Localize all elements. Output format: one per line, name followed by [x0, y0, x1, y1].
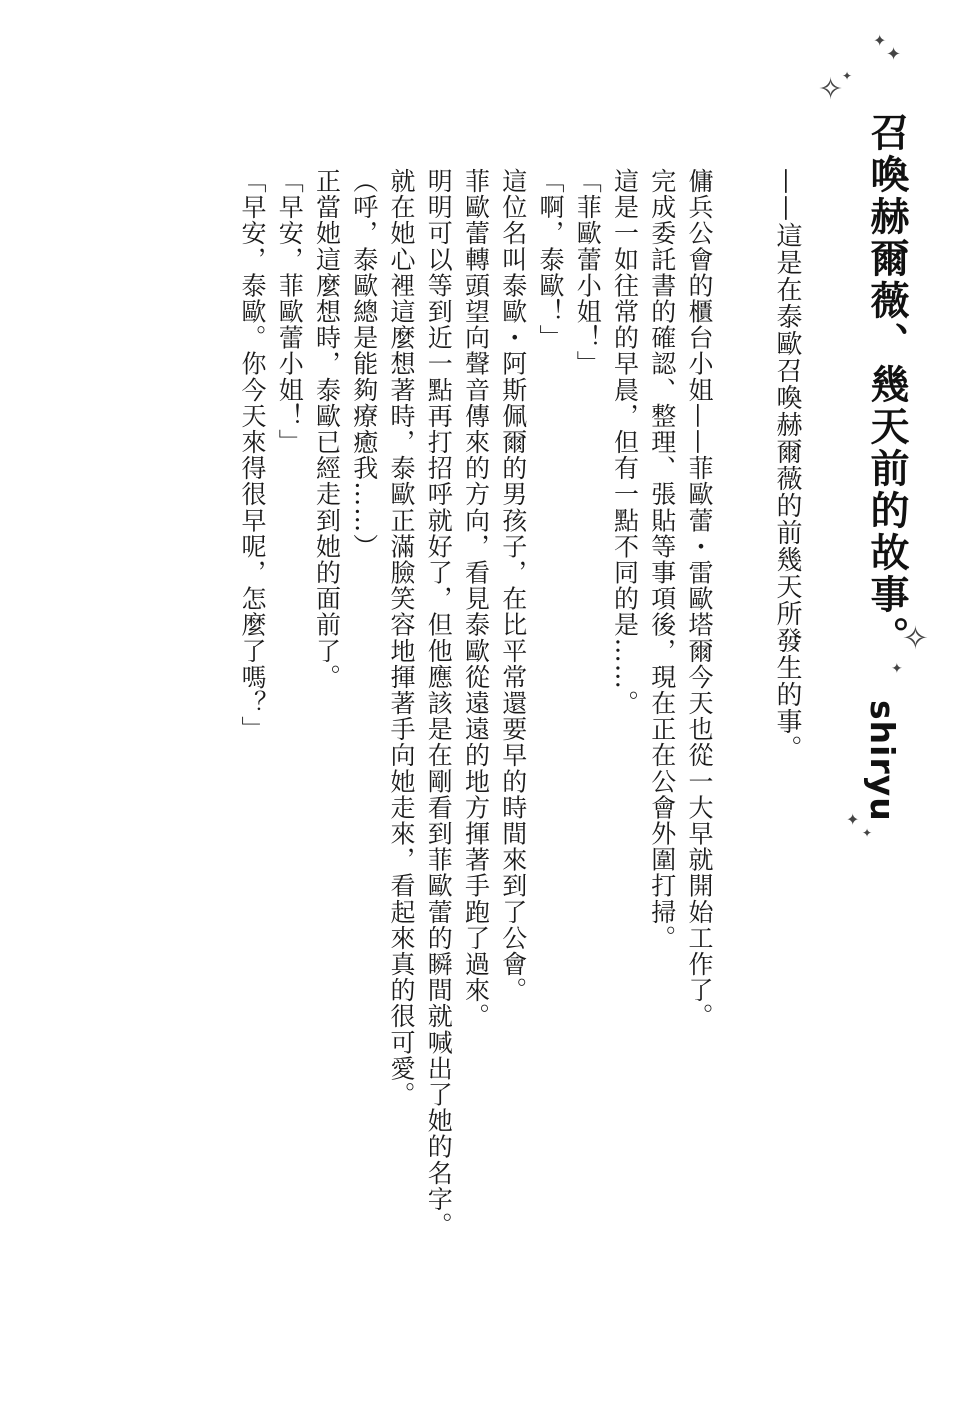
story-subtitle: ——這是在泰歐召喚赫爾薇的前幾天所發生的事。 [772, 168, 802, 762]
paragraph: 「早安，菲歐蕾小姐！」 [275, 168, 305, 456]
paragraph: （呼，泰歐總是能夠療癒我……） [349, 168, 379, 560]
paragraph: 傭兵公會的櫃台小姐——菲歐蕾・雷歐塔爾今天也從一大早就開始工作了。 [685, 168, 714, 1030]
paragraph: 菲歐蕾轉頭望向聲音傳來的方向，看見泰歐從遠遠的地方揮著手跑了過來。 [461, 168, 491, 1030]
paragraph: 「啊，泰歐！」 [536, 168, 565, 351]
paragraph: 「早安，泰歐。你今天來得很早呢，怎麼了嗎？」 [238, 168, 267, 743]
paragraph: 正當她這麼想時，泰歐已經走到她的面前了。 [312, 168, 342, 690]
story-title: 召喚赫爾薇、幾天前的故事。 [864, 112, 909, 658]
sparkle-icon: ✦ [873, 31, 887, 50]
paragraph: 就在她心裡這麼想著時，泰歐正滿臉笑容地揮著手向她走來，看起來真的很可愛。 [387, 168, 416, 1108]
sparkle-icon: ✦ [846, 810, 860, 829]
sparkle-icon: ✦ [886, 44, 902, 65]
paragraph: 完成委託書的確認、整理、張貼等事項後，現在正在公會外圍打掃。 [647, 168, 677, 951]
story-body [122, 168, 718, 1293]
paragraph: 明明可以等到近一點再打招呼就好了，但他應該是在剛看到菲歐蕾的瞬間就喊出了她的名字。 [424, 168, 454, 1239]
sparkle-icon: ✧ [818, 72, 844, 107]
author-name: shiryu [863, 700, 902, 822]
paragraph: 「菲歐蕾小姐！」 [573, 168, 603, 377]
paragraph: 這是一如往常的早晨，但有一點不同的是……。 [610, 168, 640, 717]
paragraph: 這位名叫泰歐・阿斯佩爾的男孩子，在比平常還要早的時間來到了公會。 [498, 168, 528, 1004]
sparkle-icon: ✦ [891, 661, 903, 677]
sparkle-icon: ✦ [842, 69, 853, 83]
sparkle-icon: ✦ [862, 826, 873, 840]
sparkle-icon: ✧ [902, 619, 929, 657]
